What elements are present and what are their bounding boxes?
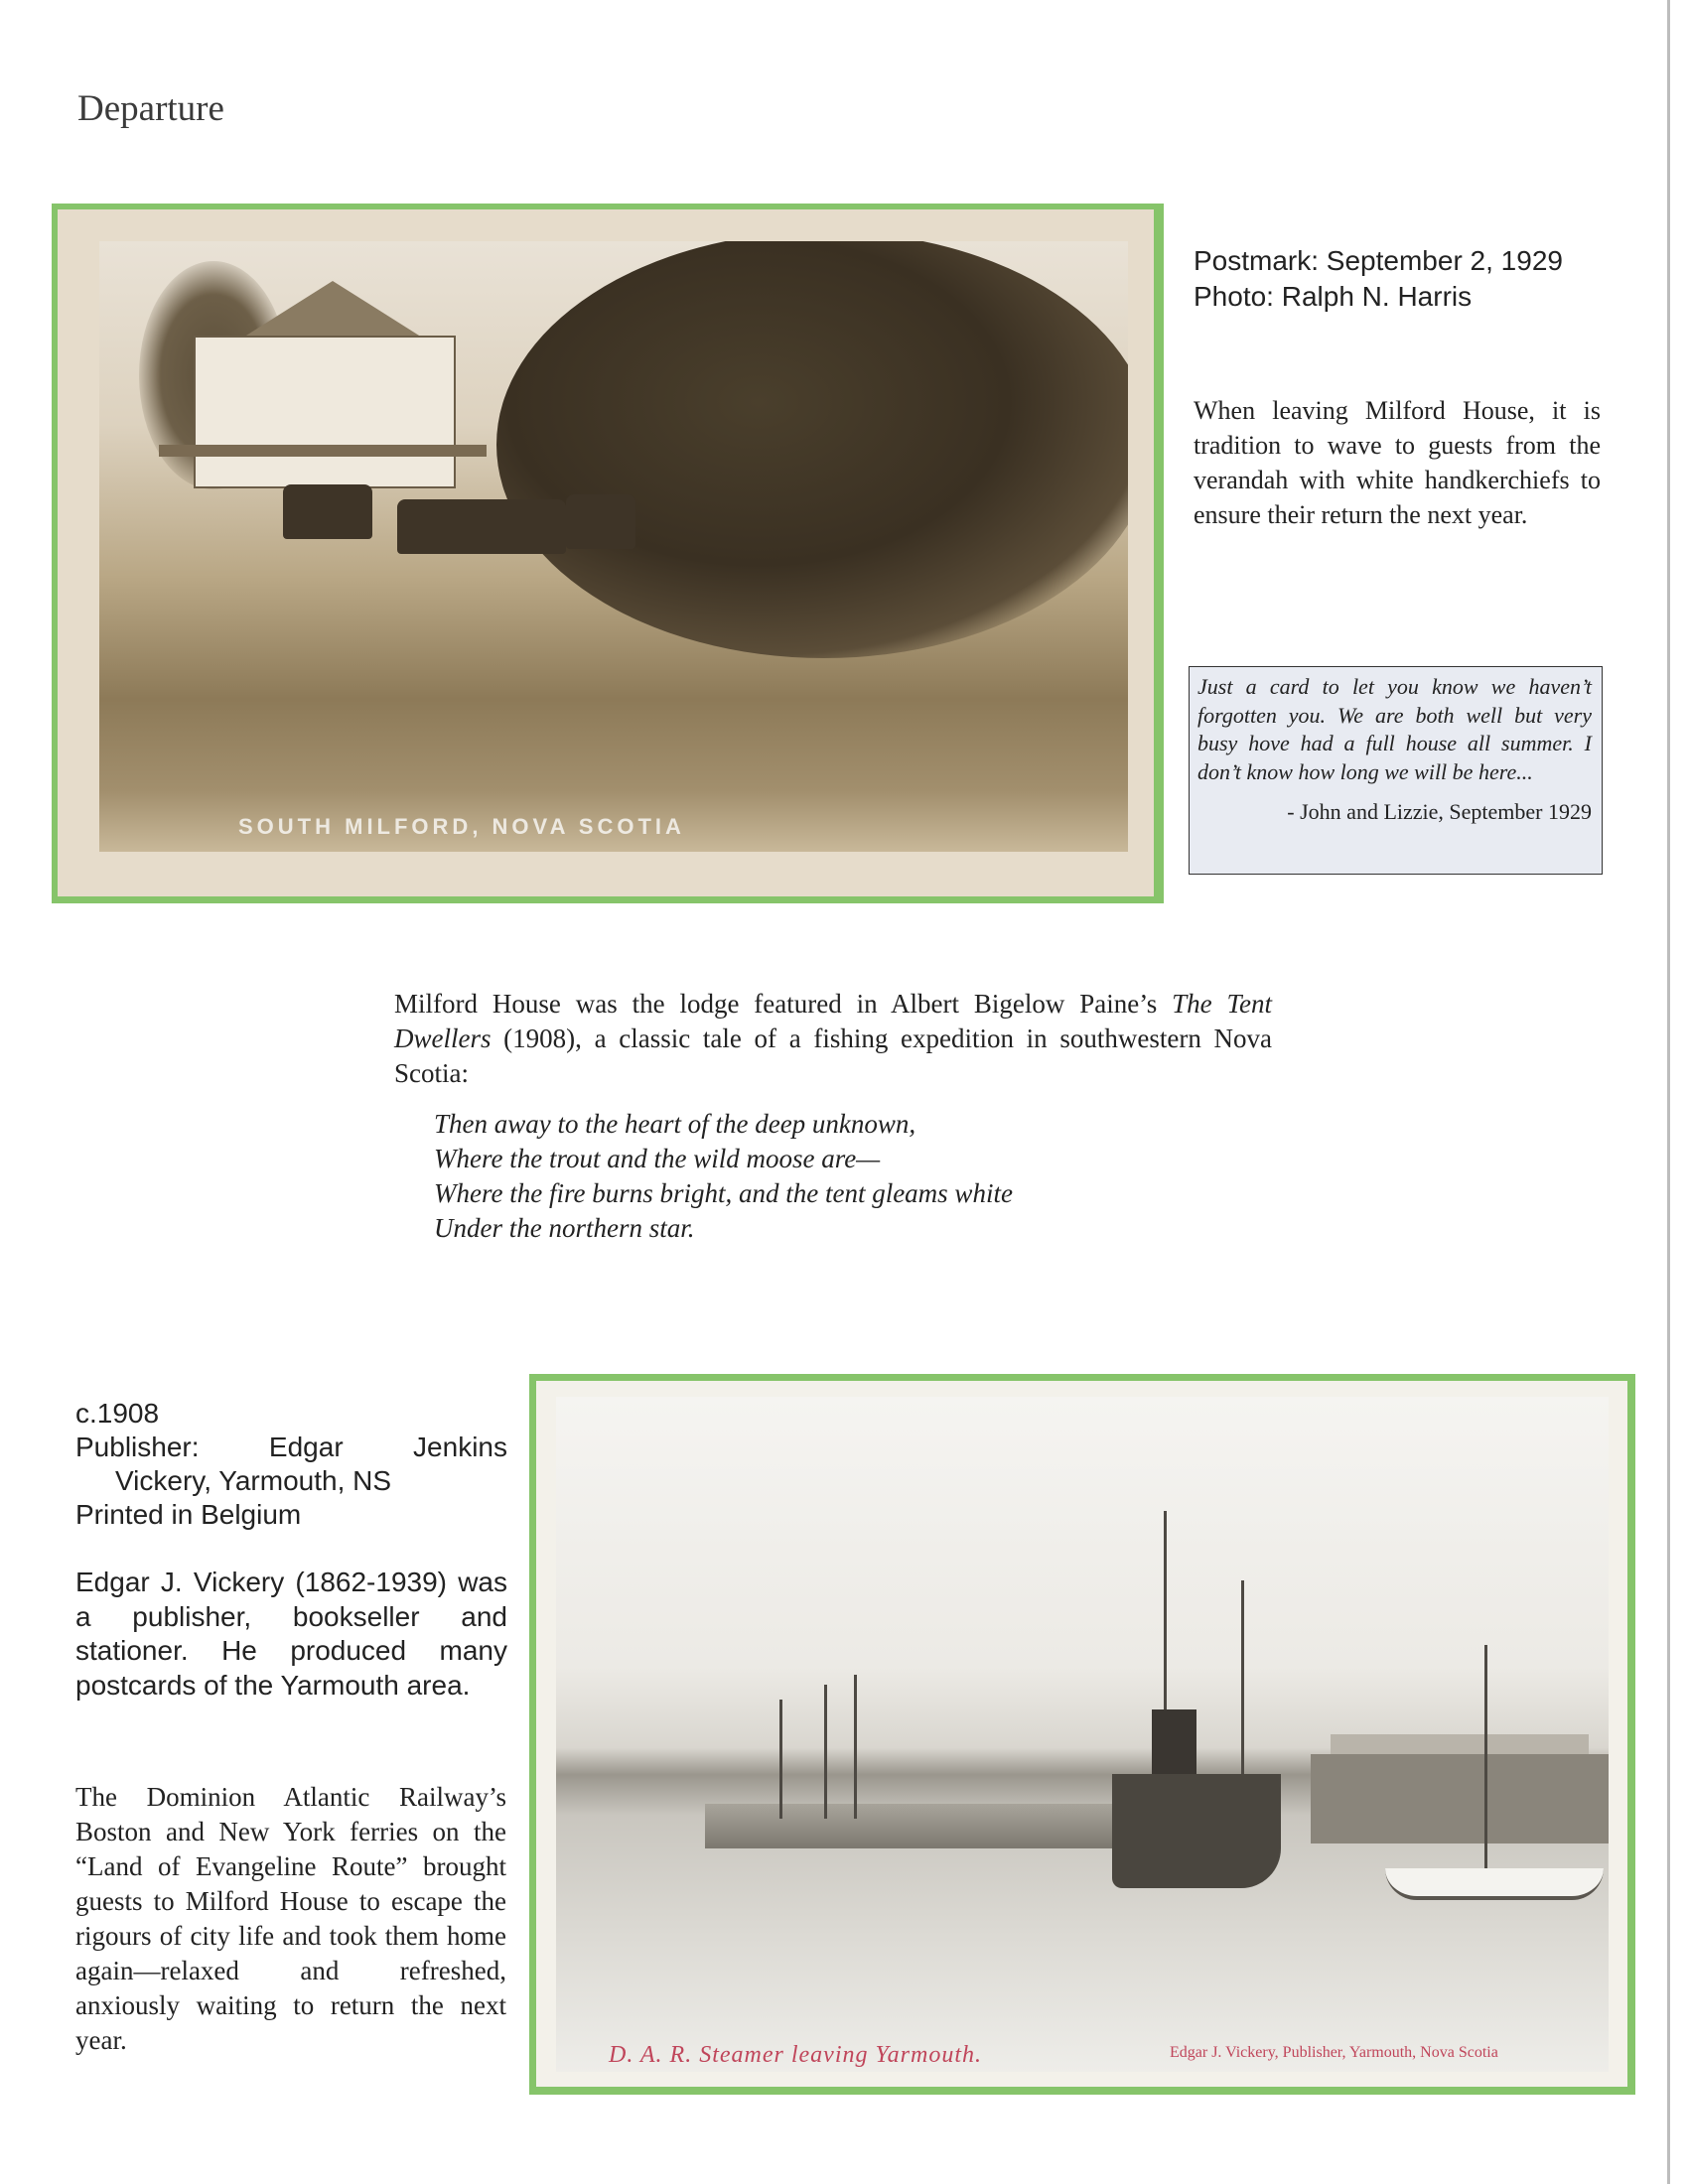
postcard-date: c.1908 bbox=[75, 1398, 160, 1429]
postcard-mount-milford bbox=[52, 204, 1164, 903]
postcard2-meta bbox=[75, 1397, 507, 1532]
shore-ships bbox=[705, 1804, 1122, 1848]
postcard-milford-house bbox=[58, 209, 1154, 896]
publisher-middle: Jenkins bbox=[413, 1432, 507, 1462]
postcard-dar-steamer bbox=[536, 1381, 1627, 2087]
poem-line: Where the fire burns bright, and the tent gleams white bbox=[434, 1178, 1013, 1208]
steamer-funnel bbox=[1152, 1709, 1196, 1779]
ship-mast bbox=[854, 1675, 857, 1819]
postcard-message-box bbox=[1189, 666, 1603, 875]
postmark: Postmark: September 2, 1929 bbox=[1194, 245, 1563, 276]
publisher-first: Edgar bbox=[268, 1432, 344, 1462]
vintage-car bbox=[397, 499, 566, 554]
poem bbox=[434, 1107, 1228, 1246]
poem-line: Then away to the heart of the deep unknown, bbox=[434, 1109, 916, 1139]
postcard1-meta bbox=[1194, 243, 1630, 315]
intro-text: Milford House was the lodge featured in Albert Bigelow Paine’s bbox=[394, 989, 1173, 1019]
postcard-signature: - John and Lizzie, September 1929 bbox=[1287, 799, 1592, 824]
tradition-paragraph: When leaving Milford House, it is tradition to wave to guests from the verandah with white handkerchiefs to ensure their return the next year. bbox=[1194, 396, 1601, 529]
dar-history-paragraph: The Dominion Atlantic Railway’s Boston and New York ferries on the “Land of Evangeline Route” brought guests to Milford House to escape the rigours of city life and took them home again—relaxed and refreshed, anxiously waiting to return the next year. bbox=[75, 1782, 506, 2055]
page-edge bbox=[1667, 0, 1670, 2184]
page-title: Departure bbox=[77, 88, 224, 129]
postcard-message: Just a card to let you know we haven’t forgotten you. We are both well but very busy hove had a full house all summer. I don’t know how long we will be here... bbox=[1197, 674, 1592, 784]
book-title: The Tent Dwellers bbox=[394, 989, 1272, 1053]
printed-location: Printed in Belgium bbox=[75, 1499, 302, 1530]
publisher-rest: Vickery, Yarmouth, NS bbox=[115, 1465, 392, 1496]
intro-text-end: (1908), a classic tale of a fishing expedition in southwestern Nova Scotia: bbox=[394, 1024, 1272, 1088]
photo-yarmouth-harbour bbox=[556, 1397, 1609, 2072]
publisher-line bbox=[75, 1431, 507, 1464]
ship-mast bbox=[824, 1685, 827, 1819]
house-roof bbox=[238, 281, 427, 341]
ship-mast bbox=[779, 1700, 782, 1819]
lodge-building bbox=[194, 336, 456, 488]
tent-dwellers-paragraph bbox=[394, 987, 1272, 1091]
sailboat-mast bbox=[1484, 1645, 1487, 1873]
poem-line: Under the northern star. bbox=[434, 1213, 695, 1243]
photo-credit: Photo: Ralph N. Harris bbox=[1194, 281, 1473, 312]
verandah bbox=[159, 445, 487, 457]
publisher-label: Publisher: bbox=[75, 1432, 200, 1462]
tree-foliage bbox=[496, 241, 1128, 658]
steamer-caption: D. A. R. Steamer leaving Yarmouth. bbox=[609, 2042, 982, 2068]
poem-line: Where the trout and the wild moose are— bbox=[434, 1144, 881, 1173]
wharf-buildings bbox=[1311, 1754, 1609, 1843]
sailboat bbox=[1385, 1868, 1604, 1900]
postcard-mount-steamer bbox=[529, 1374, 1635, 2095]
postcard-caption: SOUTH MILFORD, NOVA SCOTIA bbox=[238, 814, 685, 839]
photo-milford-house bbox=[99, 241, 1128, 852]
publisher-caption: Edgar J. Vickery, Publisher, Yarmouth, Nova Scotia bbox=[1170, 2044, 1498, 2061]
vickery-bio: Edgar J. Vickery (1862-1939) was a publisher, bookseller and stationer. He produced many postcards of the Yarmouth area. bbox=[75, 1567, 507, 1701]
vintage-car bbox=[566, 494, 635, 549]
steamer-hull bbox=[1112, 1774, 1281, 1888]
vintage-car bbox=[283, 484, 372, 539]
ship-mast bbox=[1241, 1580, 1244, 1779]
